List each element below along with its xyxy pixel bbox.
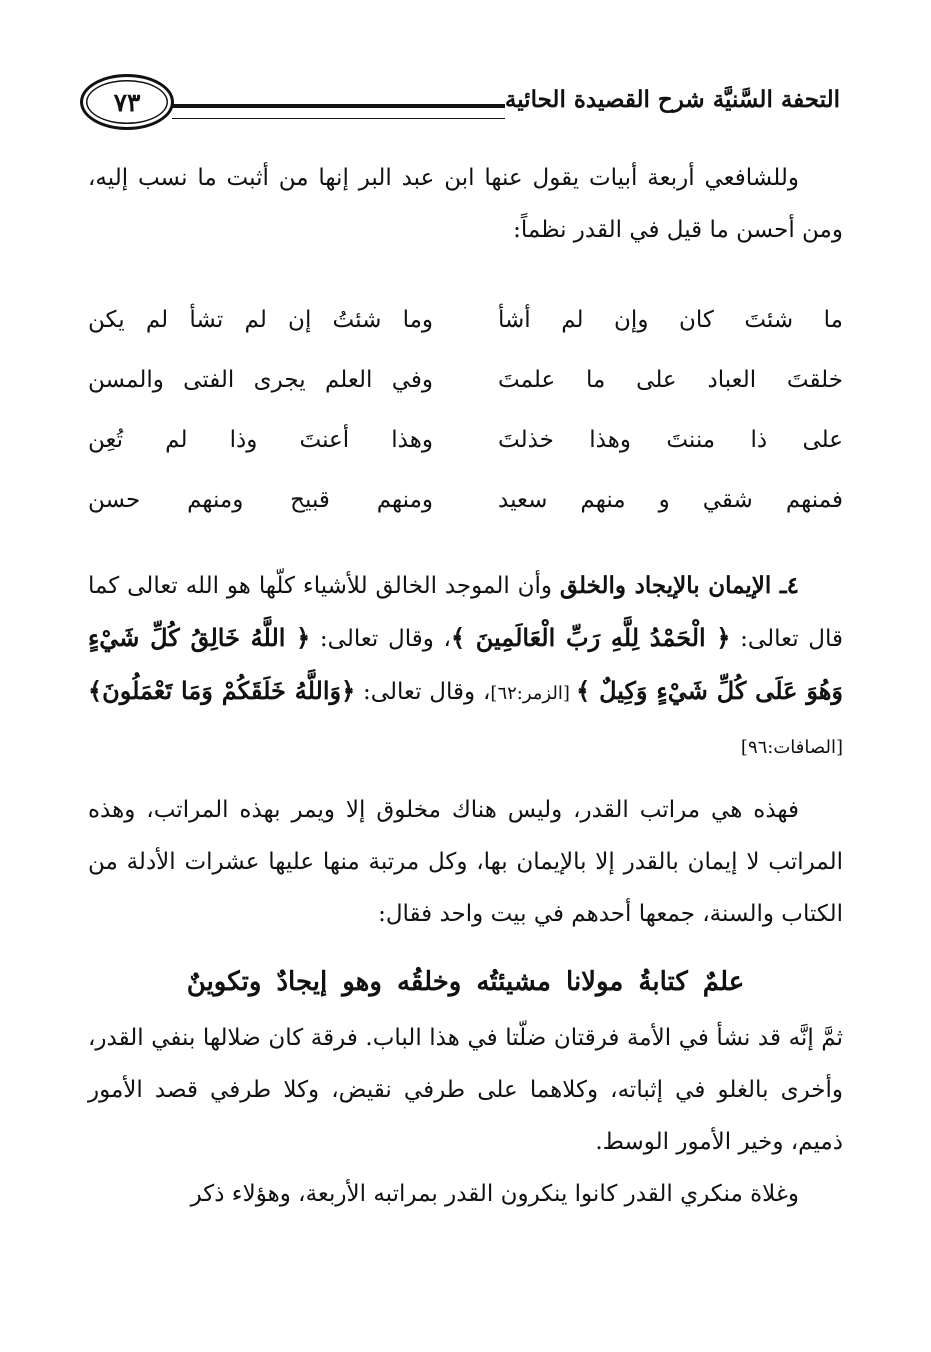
paragraph-deniers: وغلاة منكري القدر كانوا ينكرون القدر بمراتبه الأربعة، وهؤلاء ذكر	[190, 1181, 799, 1207]
page-number: ٧٣	[80, 74, 174, 130]
verse-2-reference: [الزمر:٦٢]	[490, 683, 577, 704]
poem-hemistich-left: ومنهم قبيح ومنهم حسن	[88, 487, 433, 513]
quran-verse-3: ﴿وَاللَّهُ خَلَقَكُمْ وَمَا تَعْمَلُونَ﴾	[88, 676, 356, 705]
header-rule	[172, 104, 505, 119]
point-4-text-2: ، وقال تعالى:	[310, 626, 451, 652]
paragraph-two-sects: ثمَّ إنَّه قد نشأ في الأمة فرقتان ضلّتا في هذا الباب. فرقة كان ضلالها بنفي القدر، وأخرى بالغلو في إثباته، وكلاهما على طرفي نقيض، وكلا طرفي قصد الأمور ذميم، وخير الأمور الوسط.	[88, 1025, 843, 1155]
point-4-text-1: وأن الموجد الخالق للأشياء كلّها هو الله تعالى كما قال تعالى:	[88, 573, 843, 652]
paragraph-point-4	[88, 560, 843, 774]
poem-hemistich-right: فمنهم شقي و منهم سعيد	[498, 487, 843, 513]
spacer	[88, 774, 843, 784]
poem-row	[88, 350, 843, 410]
intro-line-2: إليه، ومن أحسن ما قيل في القدر نظماً:	[88, 165, 843, 243]
poem-row	[88, 290, 843, 350]
paragraph-intro	[88, 152, 843, 256]
poem-hemistich-right: على ذا مننتَ وهذا خذلتَ	[498, 427, 843, 453]
poem-row	[88, 470, 843, 530]
poem-row	[88, 410, 843, 470]
point-4-heading: ٤ـ الإيمان بالإيجاد والخلق	[559, 572, 799, 599]
poem-hemistich-left: وهذا أعنتَ وذا لم تُعِن	[88, 427, 433, 453]
poem-hemistich-left: وما شئتُ إن لم تشأ لم يكن	[88, 307, 433, 333]
verse-3-reference: [الصافات:٩٦]	[740, 737, 843, 758]
poem-hemistich-left: وفي العلم يجرى الفتى والمسن	[88, 367, 433, 393]
point-4-text-3: ، وقال تعالى:	[355, 679, 491, 705]
intro-line-1: وللشافعي أربعة أبيات يقول عنها ابن عبد البر إنها من أثبت ما نسب	[137, 165, 799, 191]
page-body	[88, 152, 843, 1220]
page-header	[80, 68, 840, 138]
poem-hemistich-right: خلقتَ العباد على ما علمتَ	[498, 367, 843, 393]
paragraph-ranks: فهذه هي مراتب القدر، وليس هناك مخلوق إلا ويمر بهذه المراتب، وهذه المراتب لا إيمان بالقدر إلا بالإيمان بها، وكل مرتبة منها عليها عشرات الأدلة من الكتاب والسنة، جمعها أحدهم في بيت واحد فقال:	[88, 797, 843, 927]
poem-hemistich-right: ما شئتَ كان وإن لم أشأ	[498, 307, 843, 333]
single-verse: علمٌ كتابةُ مولانا مشيئتُه وخلقُه وهو إيجادٌ وتكوينٌ	[186, 967, 745, 997]
book-title: التحفة السَّنيَّة شرح القصيدة الحائية	[504, 86, 840, 113]
poem	[88, 290, 843, 530]
quran-verse-2: ﴿ اللَّهُ خَالِقُ كُلِّ شَيْءٍ وَهُوَ عَلَى كُلِّ شَيْءٍ وَكِيلٌ ﴾	[88, 623, 843, 705]
quran-verse-1: ﴿ الْحَمْدُ لِلَّهِ رَبِّ الْعَالَمِينَ ﴾	[450, 623, 731, 652]
